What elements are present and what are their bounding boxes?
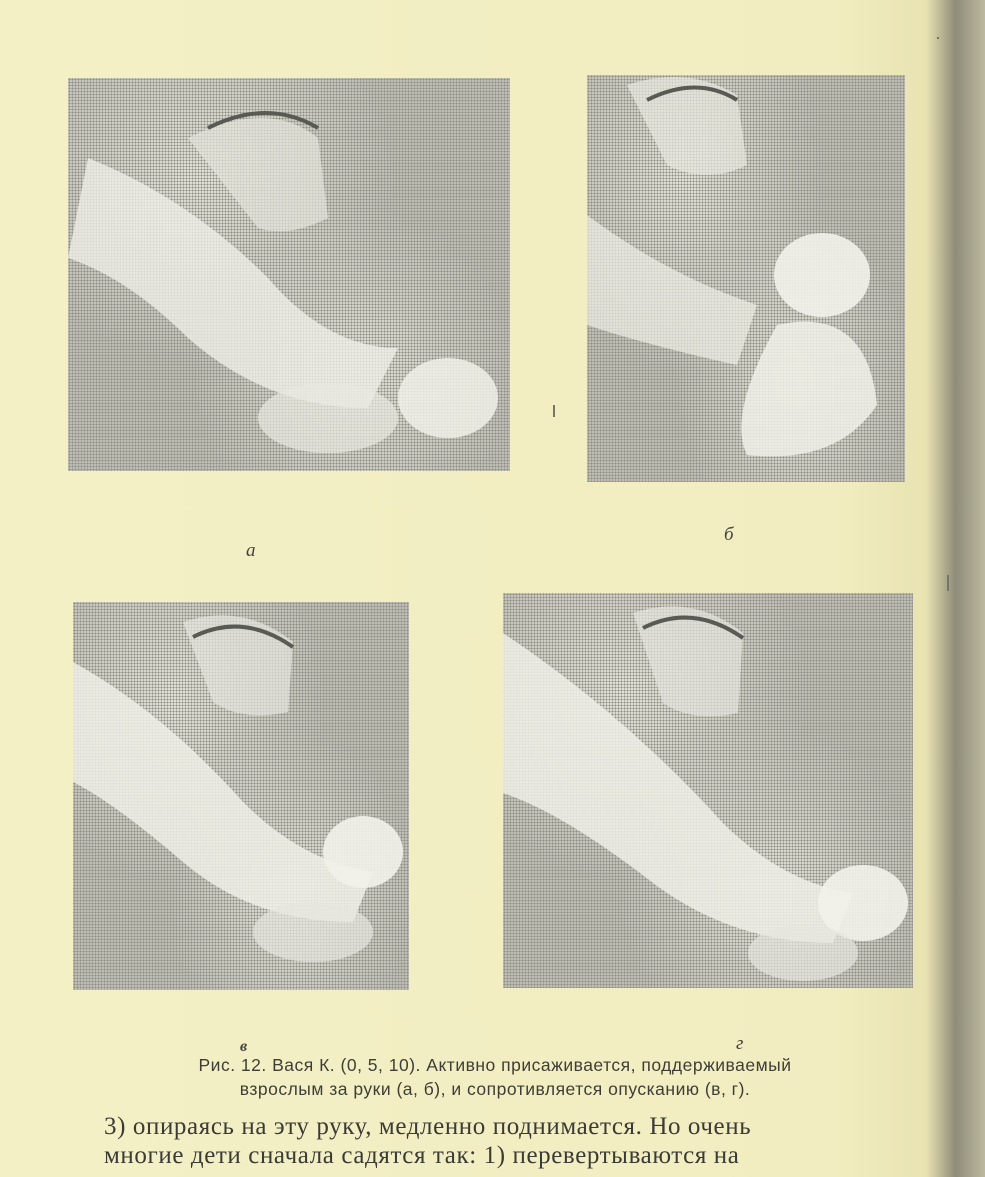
print-mark [937, 37, 939, 39]
panel-label-b: б [724, 524, 734, 545]
panel-label-a: а [246, 540, 256, 561]
figure-photo-g [503, 593, 913, 988]
print-mark [553, 405, 555, 417]
photo-g-illustration [503, 593, 913, 988]
figure-caption-line-2: взрослым за руки (а, б), и сопротивляется опусканию (в, г). [239, 1079, 751, 1099]
panel-label-g: г [736, 1033, 744, 1054]
panel-label-v: в [240, 1038, 248, 1055]
photo-a-illustration [68, 78, 510, 471]
print-mark [947, 575, 949, 591]
photo-v-illustration [73, 602, 409, 990]
body-text-line-2: многие дети сначала садятся так: 1) перевертываются на [104, 1142, 740, 1169]
figure-photo-v [73, 602, 409, 990]
photo-b-illustration [587, 75, 905, 482]
figure-photo-a [68, 78, 510, 471]
figure-caption-line-1: Рис. 12. Вася К. (0, 5, 10). Активно присаживается, поддерживаемый [198, 1055, 792, 1075]
figure-photo-b [587, 75, 905, 482]
body-text-line-1: 3) опираясь на эту руку, медленно поднимается. Но очень [104, 1113, 752, 1140]
